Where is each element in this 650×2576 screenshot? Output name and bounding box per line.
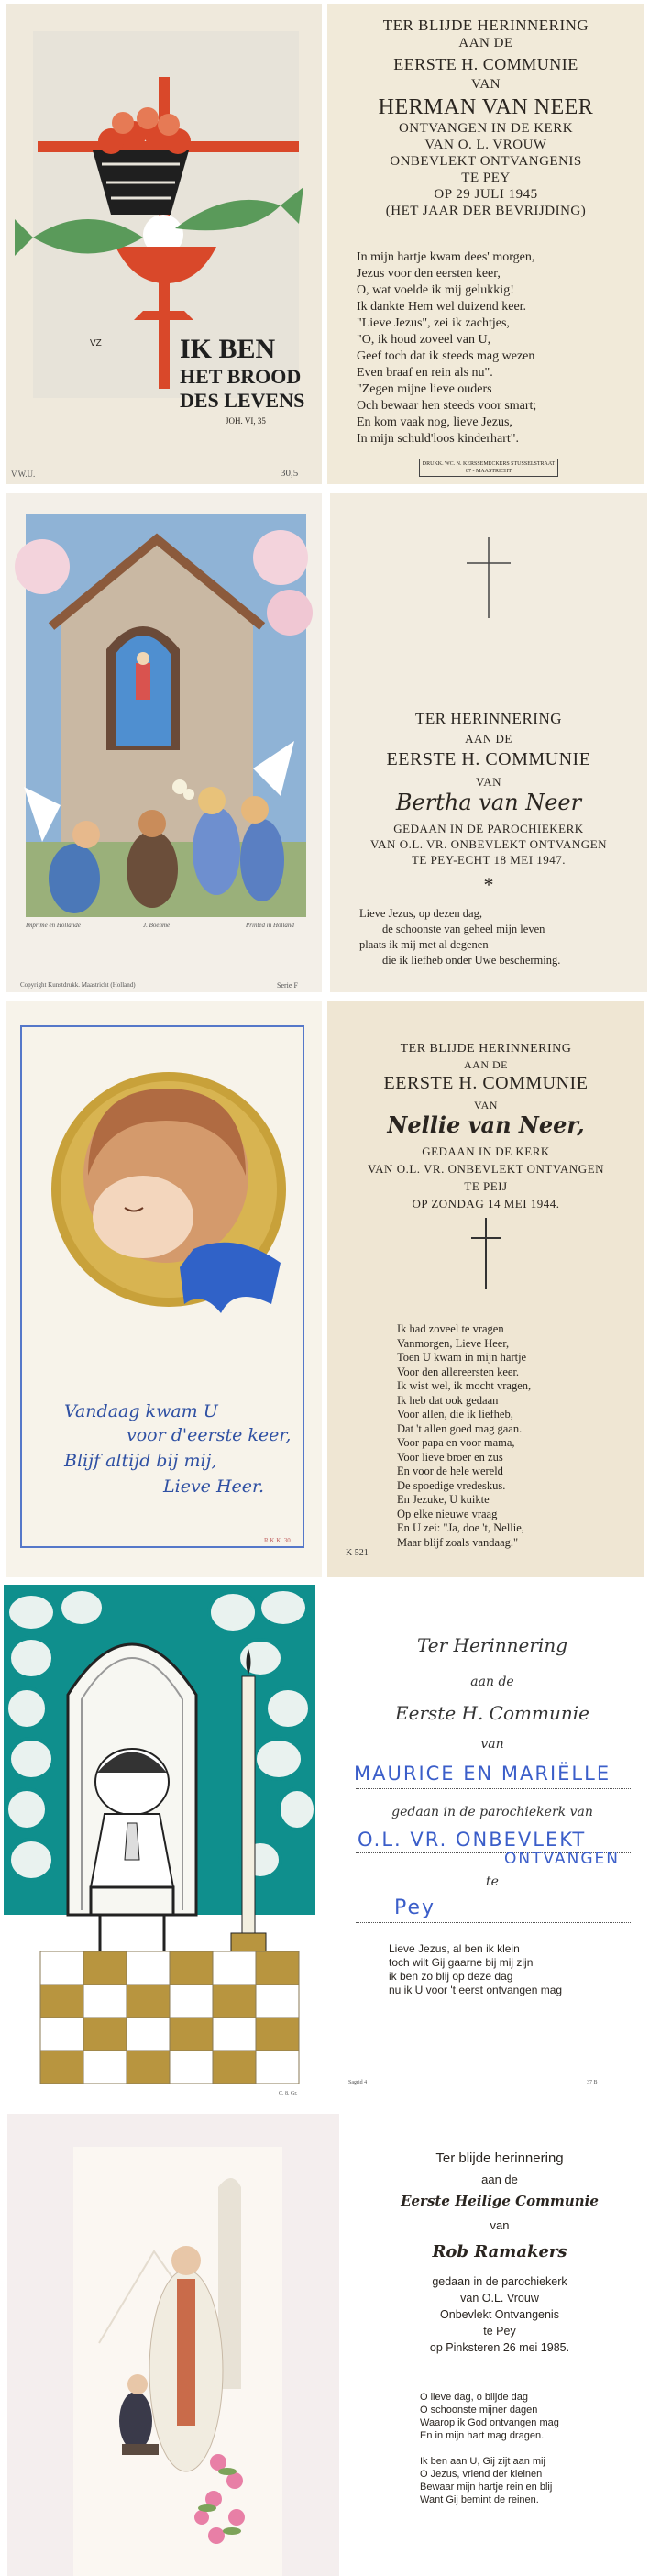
card3-line3: Blijf altijd bij mij, — [64, 1451, 217, 1471]
card1-number: 30,5 — [281, 468, 299, 479]
card2-line1: TER HERINNERING — [414, 710, 562, 727]
card3-line4: VAN — [474, 1099, 498, 1111]
card1-line3: EERSTE H. COMMUNIE — [393, 55, 578, 73]
card1-line2: AAN DE — [458, 36, 513, 50]
card2-series: Serie F — [277, 981, 298, 989]
card5-line6: gedaan in de parochiekerk — [432, 2275, 567, 2288]
card3-text-code: K 521 — [346, 1548, 369, 1558]
card1-title-line1: IK BEN — [180, 334, 276, 364]
card2-star: * — [483, 873, 494, 896]
card2-line4: VAN — [476, 775, 501, 789]
card1-name: HERMAN VAN NEER — [378, 95, 594, 119]
card3-line2: AAN DE — [464, 1058, 508, 1071]
floor-tile — [83, 2018, 127, 2051]
floor-tile — [40, 2051, 83, 2084]
card5-text — [352, 2114, 647, 2576]
card4-verse: Lieve Jezus, al ben ik klein toch wilt Gij gaarne bij mij zijn ik ben zo blij op deze dag nu ik U voor 't eerst ontvangen mag — [389, 1942, 563, 1996]
floor-tile — [170, 1951, 213, 1985]
floor-tile — [127, 2018, 170, 2051]
card2-line3: EERSTE H. COMMUNIE — [386, 749, 591, 769]
card4-church-line1: O.L. VR. ONBEVLEKT — [358, 1829, 587, 1851]
cross-icon — [461, 537, 516, 620]
card4-name: MAURICE EN MARIËLLE — [354, 1763, 611, 1785]
card1-line1: TER BLIJDE HERINNERING — [382, 17, 589, 34]
floor-tile — [127, 1951, 170, 1985]
card4-line4: van — [480, 1737, 504, 1752]
card3-line6: GEDAAN IN DE KERK — [422, 1144, 550, 1158]
card2-verse: Lieve Jezus, op dezen dag, de schoonste van geheel mijn leven plaats ik mij met al degenen die ik liefheb onder Uwe bescherming. — [359, 907, 561, 967]
card3-line1: TER BLIJDE HERINNERING — [400, 1042, 572, 1056]
floor-tile — [127, 1985, 170, 2018]
card1-line7: VAN O. L. VROUW — [424, 138, 547, 152]
card1-line10: OP 29 JULI 1945 — [434, 187, 538, 202]
card4-line1: Ter Herinnering — [416, 1634, 567, 1656]
card4-line8: te — [486, 1874, 499, 1889]
card2-copyright: Copyright Kunstdrukk. Maastricht (Holland) — [20, 981, 136, 989]
card3-image — [6, 1001, 322, 1577]
card3-line2: voor d'eerste keer, — [127, 1425, 292, 1445]
floor-tile — [256, 2051, 299, 2084]
chapel-angels-illustration — [6, 493, 322, 992]
card3-line4: Lieve Heer. — [163, 1476, 265, 1497]
card4-footer-left: Sagrid 4 — [348, 2080, 368, 2085]
card1-signature: VZ — [90, 338, 102, 348]
floor-tile — [40, 2018, 83, 2051]
praying-child-mosaic-illustration — [4, 1585, 315, 2098]
card4-image — [4, 1585, 315, 2098]
card4-place: Pey — [394, 1896, 436, 1919]
card3-verse: Ik had zoveel te vragen Vanmorgen, Lieve Heer, Toen U kwam in mijn hartje Voor den allereersten keer. Ik wist wel, ik mocht vragen, Ik heb dat ook gedaan Voor allen, die ik liefheb, Dat 't allen goed mag gaan. Voor papa en voor mama, Voor lieve broer en zus En voor de hele wereld De spoedige vredeskus. En Jezuke, U kuikte Op elke nieuwe vraag En U zei: "Ja, doe 't, Nellie, Maar blijf zoals vandaag." — [397, 1322, 532, 1549]
floor-tile — [170, 2018, 213, 2051]
communion-priest-illustration — [7, 2114, 339, 2576]
floor-tile — [83, 2051, 127, 2084]
card5-line1: Ter blijde herinnering — [435, 2150, 564, 2166]
card4-image-code: C. 8. Gr. — [279, 2091, 298, 2096]
card5-line2: aan de — [481, 2172, 518, 2186]
card4-text — [337, 1585, 647, 2098]
card2-name: Bertha van Neer — [395, 790, 582, 815]
card3-line1: Vandaag kwam U — [64, 1401, 218, 1421]
floor-tile — [40, 1985, 83, 2018]
card1-printer: DRUKK. WC. N. KERSSEMECKERS STUSSELSTRAAT 87 - MAASTRICHT — [419, 459, 558, 477]
floor-tile — [213, 2051, 256, 2084]
floor-tile — [256, 2018, 299, 2051]
floor-tile — [83, 1951, 127, 1985]
card4-line3: Eerste H. Communie — [395, 1702, 589, 1724]
floor-tile — [256, 1985, 299, 2018]
floor-tile — [83, 1985, 127, 2018]
floor-tile — [213, 2018, 256, 2051]
card3-line9: OP ZONDAG 14 MEI 1944. — [412, 1197, 560, 1211]
card5-line9: te Pey — [483, 2325, 516, 2338]
card1-image — [6, 4, 322, 484]
card3-line3: EERSTE H. COMMUNIE — [383, 1073, 589, 1093]
card2-image — [6, 493, 322, 992]
floor-tile — [127, 2051, 170, 2084]
floor-tile — [170, 2051, 213, 2084]
cross-icon — [468, 1218, 504, 1291]
card3-text — [327, 1001, 644, 1577]
card1-line4: VAN — [470, 77, 501, 92]
card4-place-underline — [356, 1922, 631, 1923]
card3-image-code: R.K.K. 30 — [264, 1537, 291, 1544]
card1-publisher: V.W.U. — [11, 470, 36, 479]
card1-title-line3: DES LEVENS — [180, 389, 305, 412]
card3-line7: VAN O.L. VR. ONBEVLEKT ONTVANGEN — [367, 1162, 605, 1176]
card4-church-line2: ONTVANGEN — [504, 1850, 621, 1868]
card4-line2: aan de — [470, 1675, 514, 1689]
card5-name: Rob Ramakers — [432, 2242, 567, 2261]
card3-line8: TE PEIJ — [464, 1179, 508, 1193]
floor-tile — [170, 1985, 213, 2018]
card3-name: Nellie van Neer, — [387, 1111, 585, 1138]
card1-line11: (HET JAAR DER BEVRIJDING) — [385, 204, 587, 218]
card2-line8: TE PEY-ECHT 18 MEI 1947. — [411, 853, 567, 867]
card5-line8: Onbevlekt Ontvangenis — [440, 2308, 559, 2321]
card5-image — [7, 2114, 339, 2576]
floor-tile — [256, 1951, 299, 1985]
card1-verse: In mijn hartje kwam dees' morgen, Jezus voor den eersten keer, O, wat voelde ik mij gelukkig! Ik dankte Hem wel duizend keer. "Lieve Jezus", zei ik zachtjes, "O, ik houd zoveel van U, Geef toch dat ik steeds mag wezen Even braaf en rein als nu". "Zegen mijne lieve ouders Och bewaar hen steeds voor smart; En kom vaak nog, lieve Jezus, In mijn schuld'loos kinderhart". — [357, 250, 537, 446]
card1-text — [327, 4, 644, 484]
card4-footer-right: 37 B — [587, 2080, 598, 2085]
card2-caption-mid: J. Boehme — [143, 922, 171, 929]
card1-line8: ONBEVLEKT ONTVANGENIS — [390, 154, 582, 169]
child-halo-illustration — [6, 1001, 322, 1332]
card2-caption-left: Imprimé en Hollande — [26, 922, 81, 929]
floor-tile — [213, 1951, 256, 1985]
floor-tile — [40, 1951, 83, 1985]
card2-line6: GEDAAN IN DE PAROCHIEKERK — [393, 822, 584, 835]
card1-title-line2: HET BROOD — [180, 365, 302, 388]
card2-caption-right: Printed in Holland — [246, 922, 294, 929]
card5-line10: op Pinksteren 26 mei 1985. — [429, 2341, 570, 2354]
card1-reference: JOH. VI, 35 — [226, 416, 266, 426]
card1-line6: ONTVANGEN IN DE KERK — [398, 121, 574, 136]
card2-text — [330, 493, 647, 992]
card4-name-underline — [356, 1788, 631, 1789]
card5-verse2: Ik ben aan U, Gij zijt aan mij O Jezus, vriend der kleinen Bewaar mijn hartje rein en blij Want Gij bemint de reinen. — [420, 2456, 553, 2505]
card2-line7: VAN O.L. VR. ONBEVLEKT ONTVANGEN — [369, 837, 608, 851]
card1-line9: TE PEY — [461, 171, 511, 185]
floor-tile — [213, 1985, 256, 2018]
card5-verse1: O lieve dag, o blijde dag O schoonste mijner dagen Waarop ik God ontvangen mag En in mijn hart mag dragen. — [420, 2392, 559, 2441]
card5-line3: Eerste Heilige Communie — [401, 2193, 599, 2209]
card5-line7: van O.L. Vrouw — [460, 2292, 539, 2305]
card5-line4: van — [490, 2218, 510, 2232]
card2-line2: AAN DE — [465, 732, 512, 746]
card4-line6: gedaan in de parochiekerk van — [391, 1805, 593, 1819]
